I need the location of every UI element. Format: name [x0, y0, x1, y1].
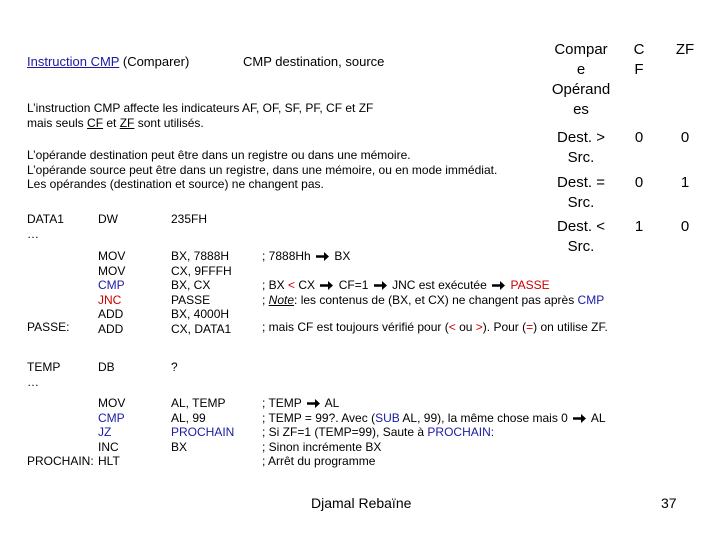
flags-table [538, 40, 716, 257]
paragraph-operands [27, 148, 497, 192]
header-comparaison: Compar e Opérand es [551, 41, 611, 118]
arrow-right-icon [573, 414, 586, 423]
paragraph-flags [27, 101, 373, 130]
temp-op: DB [98, 360, 115, 374]
para1-line1: L’instruction CMP affecte les indicateurs AF, OF, SF, PF, CF et ZF [27, 101, 374, 115]
row-zf: 0 [680, 129, 690, 146]
row-zf: 0 [680, 218, 690, 235]
temp-label: TEMP … [27, 360, 61, 389]
table-row [538, 120, 716, 168]
comment-cf-check: ; mais CF est toujours vérifié pour (< ou >). Pour (=) on utilise ZF. [262, 320, 608, 334]
para2-line1: L’opérande destination peut être dans un registre ou dans une mémoire. [27, 148, 411, 162]
arrow-right-icon [492, 281, 505, 290]
syntax: CMP destination, source [243, 54, 385, 69]
arrow-right-icon [307, 399, 320, 408]
page-number: 37 [661, 495, 677, 511]
data1-arg: 235FH [171, 212, 208, 226]
header-cf: C F [633, 41, 645, 78]
para1-line2: mais seuls CF et ZF sont utilisés. [27, 115, 204, 130]
passe-label: PASSE: [27, 320, 70, 334]
cf-flag: CF [87, 115, 104, 130]
row-zf: 1 [680, 174, 690, 191]
temp-arg: ? [171, 360, 178, 374]
table-row [538, 213, 716, 257]
row-cf: 1 [634, 218, 644, 235]
row-condition: Dest. = Src. [557, 174, 605, 211]
header-zf: ZF [675, 41, 695, 58]
table-row [538, 168, 716, 213]
para2-line3: Les opérandes (destination et source) ne changent pas. [27, 177, 324, 191]
prochain-label: PROCHAIN: [27, 454, 94, 468]
para2-line2: L’opérande source peut être dans un registre, dans une mémoire, ou en mode immédiat. [27, 162, 498, 177]
code2-args: BX, 7888H CX, 9FFFH BX, CX PASSE BX, 4000H CX, DATA1 [171, 249, 232, 336]
table-header-row [538, 40, 716, 120]
title-rest: (Comparer) [119, 54, 190, 69]
comment-7888h: ; 7888Hh BX [262, 249, 351, 263]
code2-ops: MOV MOV CMP JNC ADD ADD [98, 249, 126, 336]
row-cf: 0 [634, 174, 644, 191]
note-label: Note [268, 292, 295, 307]
footer-author: Djamal Rebaïne [311, 495, 412, 511]
row-condition: Dest. < Src. [557, 218, 605, 255]
data1-label: DATA1 … [27, 212, 64, 241]
code4-ops: MOV CMP JZ INC HLT [98, 396, 126, 468]
comment-jnc: ; BX < CX CF=1 JNC est exécutée PASSE ; Note: les contenus de (BX, et CX) ne changent pas après CMP [262, 278, 605, 307]
zf-flag: ZF [119, 115, 135, 130]
slide-title [27, 54, 189, 69]
instruction-cmp-link[interactable]: Instruction CMP [27, 54, 120, 69]
arrow-right-icon [316, 252, 329, 261]
row-condition: Dest. > Src. [557, 129, 605, 166]
arrow-right-icon [374, 281, 387, 290]
data1-op: DW [98, 212, 118, 226]
code4-comments: ; TEMP AL ; TEMP = 99?. Avec (SUB AL, 99), la même chose mais 0 AL ; Si ZF=1 (TEMP=99), Saute à PROCHAIN: ; Sinon incrémente BX ; Arrêt du programme [262, 396, 606, 468]
arrow-right-icon [320, 281, 333, 290]
row-cf: 0 [634, 129, 644, 146]
code4-args: AL, TEMP AL, 99 PROCHAIN BX [171, 396, 235, 454]
